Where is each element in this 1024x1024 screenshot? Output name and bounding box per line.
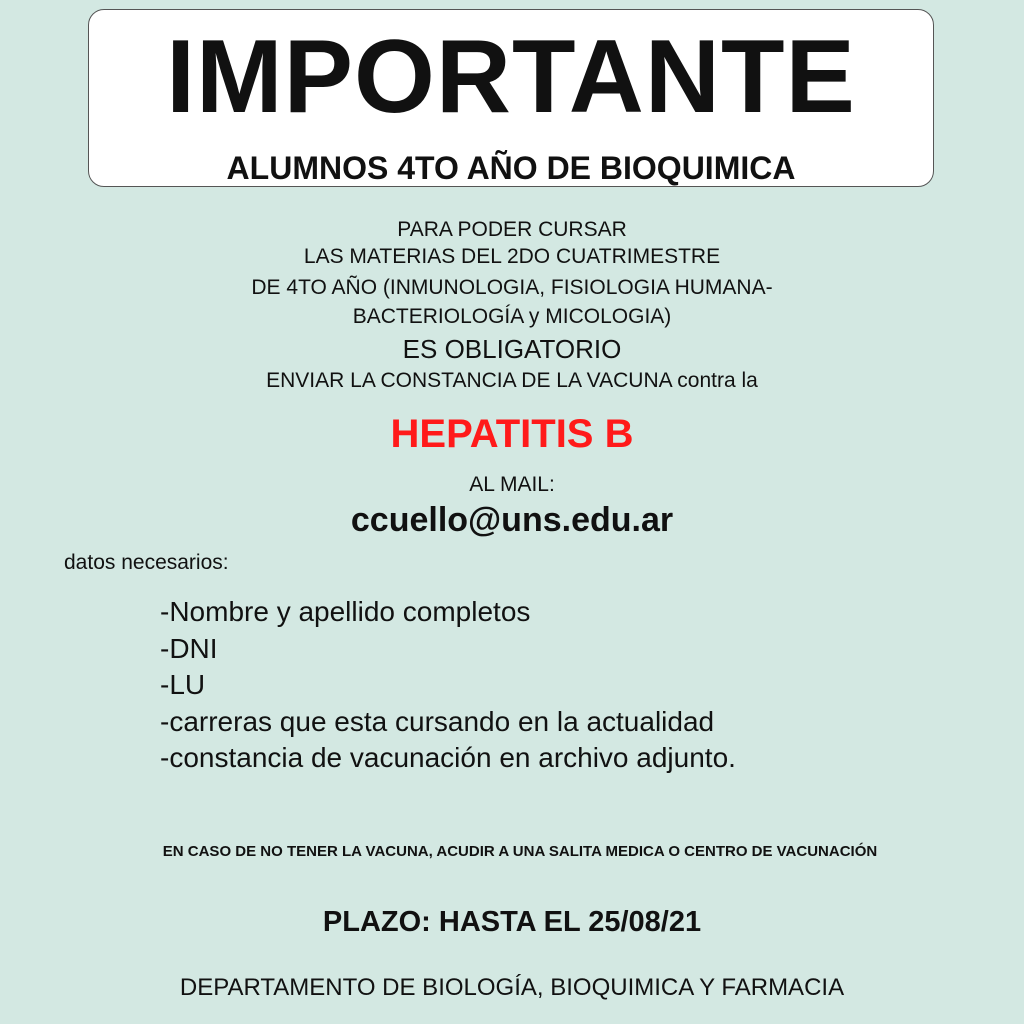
requirements-label: datos necesarios: — [64, 551, 229, 574]
page-subtitle: ALUMNOS 4TO AÑO DE BIOQUIMICA — [226, 150, 796, 186]
intro-line-3: DE 4TO AÑO (INMUNOLOGIA, FISIOLOGIA HUMANA- — [251, 276, 773, 299]
enviar-text: ENVIAR LA CONSTANCIA DE LA VACUNA contra la — [266, 369, 758, 392]
intro-line-2: LAS MATERIAS DEL 2DO CUATRIMESTRE — [303, 245, 721, 268]
list-item: -Nombre y apellido completos — [160, 596, 531, 627]
warning-text: EN CASO DE NO TENER LA VACUNA, ACUDIR A UNA SALITA MEDICA O CENTRO DE VACUNACIÓN — [162, 843, 878, 860]
page-title: IMPORTANTE — [166, 19, 856, 135]
header-box — [88, 9, 934, 187]
email-address: ccuello@uns.edu.ar — [350, 501, 674, 539]
department-footer: DEPARTAMENTO DE BIOLOGÍA, BIOQUIMICA Y FARMACIA — [179, 974, 845, 1001]
list-item: -carreras que esta cursando en la actualidad — [160, 705, 715, 737]
list-item: -LU — [160, 669, 206, 700]
list-item: -DNI — [160, 632, 218, 664]
requirements-list — [160, 594, 736, 777]
mail-label: AL MAIL: — [469, 473, 555, 496]
vaccine-name: HEPATITIS B — [390, 412, 634, 456]
deadline-text: PLAZO: HASTA EL 25/08/21 — [322, 906, 702, 938]
list-item: -constancia de vacunación en archivo adjunto. — [160, 742, 736, 773]
intro-line-4: BACTERIOLOGÍA y MICOLOGIA) — [352, 305, 672, 328]
obligatorio-text: ES OBLIGATORIO — [402, 334, 622, 364]
intro-line-1: PARA PODER CURSAR — [397, 218, 627, 241]
